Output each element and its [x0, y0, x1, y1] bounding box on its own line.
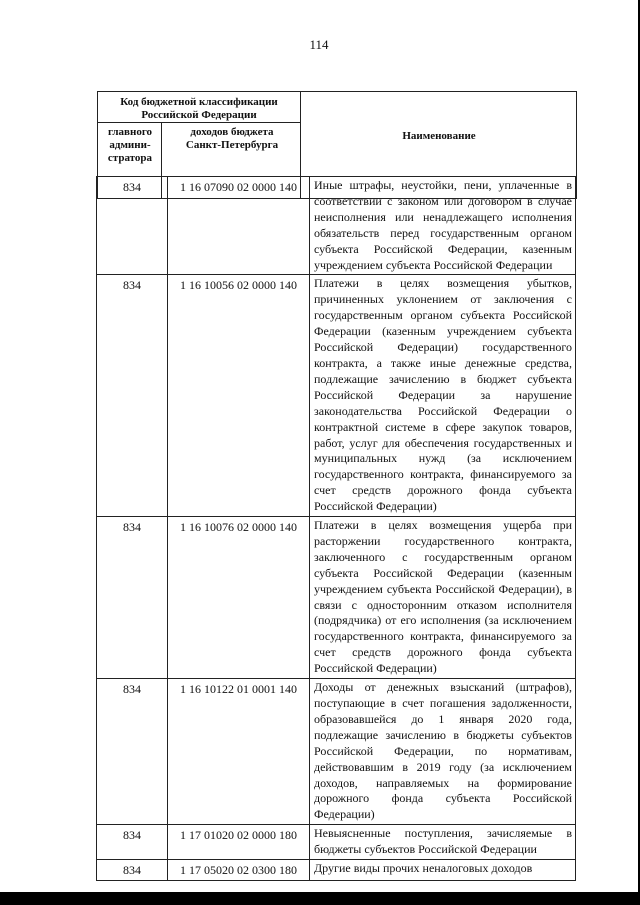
admin-code-cell: 834 [97, 275, 168, 517]
income-code-cell: 1 16 10056 02 0000 140 [168, 275, 310, 517]
header-col-income: доходов бюджета Санкт-Петербурга [185, 126, 279, 151]
header-divider [98, 122, 300, 123]
table-row [97, 860, 576, 881]
table-row [97, 517, 576, 679]
page-number: 114 [309, 37, 329, 52]
admin-code-cell: 834 [97, 679, 168, 825]
admin-code-cell: 834 [97, 860, 168, 881]
name-cell: Невыясненные поступления, зачисляемые в бюджеты субъектов Российской Федерации [310, 825, 576, 860]
table-row [97, 275, 576, 517]
name-cell: Иные штрафы, неустойки, пени, уплаченные в соответствии с законом или договором в случае неисполнения или ненадлежащего исполнения обязательств перед государственным органом субъекта Российской Федерации, казенным учреждением субъекта Российской Федерации [310, 177, 576, 275]
table-row [97, 825, 576, 860]
income-code-cell: 1 16 07090 02 0000 140 [168, 177, 310, 275]
income-code-cell: 1 17 01020 02 0000 180 [168, 825, 310, 860]
name-cell: Другие виды прочих неналоговых доходов [310, 860, 576, 881]
header-col-admin: главного админи-стратора [107, 126, 153, 164]
income-code-cell: 1 16 10076 02 0000 140 [168, 517, 310, 679]
name-cell: Платежи в целях возмещения ущерба при расторжении государственного контракта, заключенного с государственным органом субъекта Российской Федерации (казенным учреждением субъекта Российской Федерации), в связи с односторонним отказом исполнителя (подрядчика) от его исполнения (за исключением государственного контракта, финансируемого за счет средств дорожного фонда субъекта Российской Федерации) [310, 517, 576, 679]
admin-code-cell: 834 [97, 177, 168, 275]
budget-codes-table [96, 176, 576, 881]
admin-code-cell: 834 [97, 517, 168, 679]
table-row [97, 177, 576, 275]
table-row [97, 679, 576, 825]
name-cell: Доходы от денежных взысканий (штрафов), поступающие в счет погашения задолженности, образовавшейся до 1 января 2020 года, подлежащие зачислению в бюджеты субъектов Российской Федерации, по нормативам, действовавшим в 2019 году (за исключением доходов, направляемых на формирование дорожного фонда субъекта Российской Федерации) [310, 679, 576, 825]
admin-code-cell: 834 [97, 825, 168, 860]
header-group-title: Код бюджетной классификации Российской Федерации [120, 96, 278, 121]
name-cell: Платежи в целях возмещения убытков, причиненных уклонением от заключения с государственным органом субъекта Российской Федерации (казенным учреждением субъекта Российской Федерации) государственного контракта, а также иные денежные средства, подлежащие зачислению в бюджет субъекта Российской Федерации за нарушение законодательства Российской Федерации о контрактной системе в сфере закупок товаров, работ, услуг для обеспечения государственных и муниципальных нужд (за исключением государственного контракта, финансируемого за счет средств дорожного фонда субъекта Российской Федерации) [310, 275, 576, 517]
header-col-name: Наименование [402, 130, 476, 142]
income-code-cell: 1 16 10122 01 0001 140 [168, 679, 310, 825]
income-code-cell: 1 17 05020 02 0300 180 [168, 860, 310, 881]
